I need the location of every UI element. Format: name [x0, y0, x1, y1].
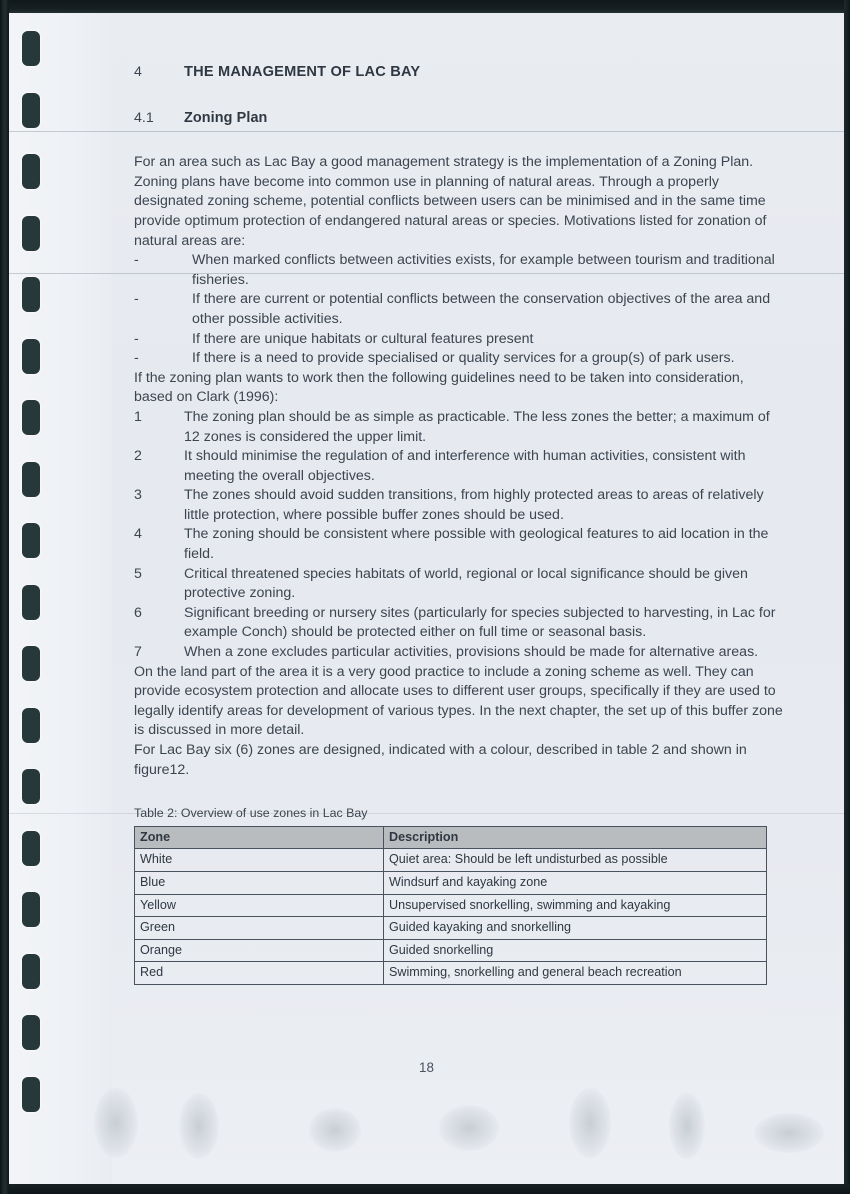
dash-marker: - [134, 252, 139, 269]
guideline-number: 5 [134, 565, 142, 582]
binder-hole [22, 462, 40, 497]
table-row [135, 962, 767, 985]
page-number: 18 [419, 1060, 434, 1075]
cell-zone: Red [135, 962, 384, 985]
guideline-text: Significant breeding or nursery sites (particularly for species subjected to harvesting, in Lac for example Conch) should be protected either on full time or seasonal basis. [184, 604, 776, 641]
scan-edge-top [0, 0, 850, 13]
motivation-item [134, 330, 784, 350]
guideline-number: 6 [134, 604, 142, 621]
binder-hole [22, 400, 40, 435]
cell-description: Windsurf and kayaking zone [384, 871, 767, 894]
guideline-item [134, 565, 784, 604]
scan-smudge [754, 1113, 824, 1153]
cell-zone: White [135, 849, 384, 872]
dash-marker: - [134, 350, 139, 367]
guideline-item [134, 604, 784, 643]
guideline-item [134, 643, 784, 663]
scan-edge-bottom [0, 1184, 850, 1194]
binding-spine-shadow [0, 0, 9, 1194]
subsection-number: 4.1 [134, 109, 154, 126]
cell-zone: Orange [135, 939, 384, 962]
intro-paragraph: For an area such as Lac Bay a good management strategy is the implementation of a Zoning Plan. Zoning plans have become into common use in planning of natural areas. Through a properly designated zoning scheme, potential conflicts between users can be minimised and in the same time provide optimum protection of endangered natural areas or species. Motivations listed for zonation of natural areas are: [134, 154, 767, 249]
cell-zone: Blue [135, 871, 384, 894]
guideline-number: 3 [134, 487, 142, 504]
cell-description: Guided snorkelling [384, 939, 767, 962]
guideline-number: 4 [134, 526, 142, 543]
section-number: 4 [134, 64, 142, 80]
table-row [135, 871, 767, 894]
section-heading [134, 63, 784, 83]
guideline-number: 1 [134, 408, 142, 425]
zones-paragraph: For Lac Bay six (6) zones are designed, indicated with a colour, described in table 2 and shown in figure12. [134, 742, 747, 778]
section-title: THE MANAGEMENT OF LAC BAY [184, 64, 421, 80]
binder-hole [22, 769, 40, 804]
binder-hole [22, 708, 40, 743]
motivation-text: If there are unique habitats or cultural features present [192, 330, 534, 347]
binder-hole [22, 831, 40, 866]
guideline-item [134, 486, 784, 525]
guideline-item [134, 525, 784, 564]
guideline-text: Critical threatened species habitats of world, regional or local significance should be given protective zoning. [184, 565, 748, 602]
motivation-item [134, 349, 784, 369]
cell-description: Guided kayaking and snorkelling [384, 917, 767, 940]
binder-hole [22, 1077, 40, 1112]
subsection-heading [134, 109, 784, 129]
zones-table-wrapper [134, 804, 784, 985]
motivation-text: If there is a need to provide specialised or quality services for a group(s) of park users. [192, 350, 735, 367]
zones-table [134, 826, 767, 985]
binder-hole [22, 277, 40, 312]
cell-description: Swimming, snorkelling and general beach recreation [384, 962, 767, 985]
motivation-text: When marked conflicts between activities exists, for example between tourism and traditional fisheries. [192, 252, 775, 288]
motivation-item [134, 251, 784, 290]
cell-zone: Green [135, 917, 384, 940]
table-caption: Table 2: Overview of use zones in Lac Bay [134, 806, 368, 821]
binder-hole [22, 523, 40, 558]
motivations-list [134, 251, 784, 369]
cell-zone: Yellow [135, 894, 384, 917]
binder-hole [22, 216, 40, 251]
scan-smudge [669, 1093, 705, 1159]
table-row [135, 939, 767, 962]
guideline-item [134, 408, 784, 447]
guideline-text: The zoning plan should be as simple as practicable. The less zones the better; a maximum of 12 zones is considered the upper limit. [184, 408, 770, 445]
page-body [134, 63, 784, 985]
scan-smudge [179, 1093, 219, 1159]
guidelines-list [134, 408, 784, 663]
dash-marker: - [134, 291, 139, 308]
subsection-title: Zoning Plan [184, 109, 268, 126]
land-paragraph: On the land part of the area it is a very good practice to include a zoning scheme as well. They can provide ecosystem protection and allocate uses to different user groups, specifically if they are used to legally identify areas for development of various types. In the next chapter, the set up of this buffer zone is discussed in more detail. [134, 663, 783, 739]
dash-marker: - [134, 330, 139, 347]
binder-hole [22, 585, 40, 620]
binder-hole [22, 1015, 40, 1050]
binder-hole [22, 646, 40, 681]
binder-hole [22, 31, 40, 66]
guideline-item [134, 447, 784, 486]
scan-smudge [439, 1105, 499, 1151]
binder-hole [22, 892, 40, 927]
binder-hole [22, 154, 40, 189]
cell-description: Quiet area: Should be left undisturbed as possible [384, 849, 767, 872]
column-header-description: Description [384, 826, 767, 849]
scan-smudge [309, 1108, 361, 1152]
motivation-item [134, 290, 784, 329]
guideline-text: It should minimise the regulation of and interference with human activities, consistent with meeting the overall objectives. [184, 448, 746, 484]
cell-description: Unsupervised snorkelling, swimming and kayaking [384, 894, 767, 917]
guideline-number: 7 [134, 644, 142, 661]
table-row [135, 894, 767, 917]
table-row [135, 849, 767, 872]
binder-hole [22, 954, 40, 989]
scan-edge-right [844, 0, 850, 1194]
column-header-zone: Zone [135, 826, 384, 849]
table-row [135, 917, 767, 940]
guideline-number: 2 [134, 448, 142, 465]
guideline-text: When a zone excludes particular activities, provisions should be made for alternative areas. [184, 644, 759, 661]
guideline-text: The zoning should be consistent where possible with geological features to aid location in the field. [184, 526, 769, 563]
motivation-text: If there are current or potential conflicts between the conservation objectives of the area and other possible activities. [192, 291, 771, 327]
table-header-row [135, 826, 767, 849]
paper-sheet [9, 13, 844, 1184]
scan-smudge [569, 1088, 611, 1158]
binder-hole [22, 93, 40, 128]
guidelines-intro-paragraph: If the zoning plan wants to work then the following guidelines need to be taken into consideration, based on Clark (1996): [134, 369, 744, 406]
binder-hole [22, 339, 40, 374]
guideline-text: The zones should avoid sudden transitions, from highly protected areas to areas of relatively little protection, where possible buffer zones should be used. [184, 487, 764, 523]
